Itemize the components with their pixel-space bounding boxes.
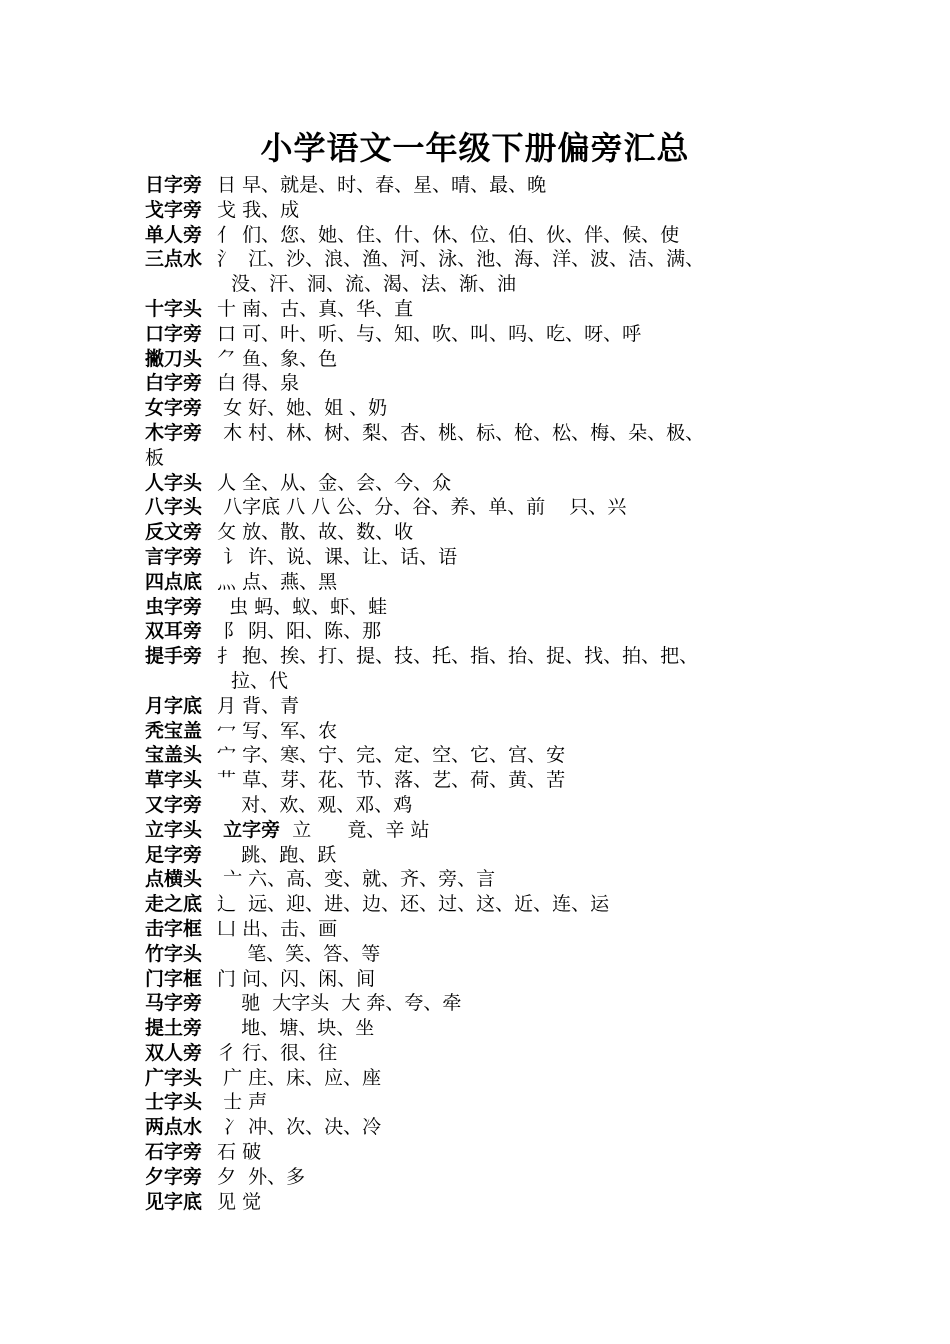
radical-characters: 辶 远、迎、进、边、还、过、这、近、连、运 [211,893,610,916]
radical-name: 八字头 [145,496,203,519]
radical-characters: 冫 冲、次、决、冷 [211,1116,382,1139]
radical-row-continuation: 板 [145,446,165,469]
radical-row [145,173,825,198]
radical-row [145,545,825,570]
radical-name: 竹字头 [145,942,203,965]
radical-row [145,396,825,421]
radical-characters: 十 南、古、真、华、直 [211,297,414,320]
radical-characters: 攵 放、散、故、数、收 [211,521,414,544]
radical-characters: 日 早、就是、时、春、星、晴、最、晚 [211,174,547,196]
radical-characters [211,819,223,841]
radical-row [145,1066,825,1091]
radical-characters: 戈 我、成 [211,198,300,221]
radical-row [145,644,825,669]
radical-name: 女字旁 [145,397,203,420]
radical-name: 两点水 [145,1116,203,1139]
radical-list [145,173,825,1214]
radical-name: 广字头 [145,1066,203,1089]
radical-row [145,1140,825,1165]
radical-row [145,942,825,967]
radical-name: 走之底 [145,893,203,916]
radical-row [145,843,825,868]
radical-row [145,322,825,347]
radical-name-secondary: 立字旁 [223,818,281,841]
page-title: 小学语文一年级下册偏旁汇总 [260,129,690,167]
radical-name: 虫字旁 [145,595,203,618]
radical-name: 又字旁 [145,793,203,816]
radical-characters: 彳 行、很、往 [211,1041,338,1064]
radical-name: 草字头 [145,769,203,792]
radical-characters: 笔、笑、答、等 [211,942,381,965]
radical-name: 提土旁 [145,1017,203,1040]
radical-name: 四点底 [145,570,203,593]
radical-characters: 见 觉 [211,1190,262,1213]
radical-characters: 门 问、闪、闲、间 [211,967,376,990]
radical-row [145,917,825,942]
radical-row [145,1115,825,1140]
radical-name: 石字旁 [145,1141,203,1164]
radical-name: 撇刀头 [145,347,203,370]
radical-name: 十字头 [145,297,203,320]
radical-name: 门字框 [145,967,203,990]
radical-row [145,1165,825,1190]
radical-characters-secondary: 立 竟、辛 站 [280,818,430,841]
radical-name: 足字旁 [145,843,203,866]
radical-name: 双耳旁 [145,620,203,643]
radical-name: 人字头 [145,471,203,494]
radical-row [145,520,825,545]
radical-characters: 亻 们、您、她、住、什、休、位、伯、伙、伴、候、使 [211,223,680,246]
radical-characters: 驰 大字头 大 奔、夸、牵 [211,992,462,1015]
radical-characters: 士 声 [211,1091,268,1114]
radical-row [145,991,825,1016]
radical-row-continuation: 没、汗、洞、流、渴、法、渐、油 [231,273,517,296]
radical-row [145,421,825,446]
radical-characters: 女 好、她、姐 、奶 [211,397,388,420]
radical-characters: 虫 蚂、蚁、虾、蛙 [211,595,388,618]
radical-row [145,570,825,595]
radical-name: 见字底 [145,1190,203,1213]
radical-row [145,1016,825,1041]
radical-name: 宝盖头 [145,744,203,767]
radical-row [145,223,825,248]
radical-name: 月字底 [145,694,203,717]
radical-row [145,1090,825,1115]
radical-name: 反文旁 [145,521,203,544]
radical-name: 戈字旁 [145,198,203,221]
radical-name: 夕字旁 [145,1165,203,1188]
radical-characters: 广 庄、床、应、座 [211,1066,382,1089]
radical-characters: 石 破 [211,1141,262,1164]
radical-characters: ⺈ 鱼、象、色 [211,347,338,370]
radical-row [145,694,825,719]
radical-characters: 八字底 八 八 公、分、谷、养、单、前 只、兴 [211,496,627,519]
radical-row [145,867,825,892]
radical-characters: 对、欢、观、邓、鸡 [211,793,413,816]
radical-characters: 地、塘、块、坐 [211,1017,375,1040]
radical-name: 士字头 [145,1091,203,1114]
radical-row [145,619,825,644]
radical-name: 秃宝盖 [145,719,203,742]
radical-characters: 木 村、林、树、梨、杏、桃、标、枪、松、梅、朵、极、 [211,421,705,444]
radical-characters: 人 全、从、金、会、今、众 [211,471,452,494]
radical-row [145,1041,825,1066]
radical-row [145,743,825,768]
radical-name: 口字旁 [145,322,203,345]
radical-name: 点横头 [145,868,203,891]
radical-characters: 夕 外、多 [211,1165,306,1188]
radical-row [145,719,825,744]
radical-characters: 宀 字、寒、宁、完、定、空、它、宫、安 [211,744,566,767]
radical-name: 日字旁 [145,174,203,196]
radical-name: 三点水 [145,248,203,271]
radical-characters: 凵 出、击、画 [211,917,338,940]
radical-characters: 跳、跑、跃 [211,843,337,866]
radical-row [145,818,825,843]
radical-row [145,471,825,496]
radical-name: 白字旁 [145,372,203,395]
radical-row [145,892,825,917]
radical-name: 立字头 [145,818,203,841]
radical-name: 马字旁 [145,992,203,1015]
radical-row-continuation: 拉、代 [231,669,289,692]
radical-characters: 艹 草、芽、花、节、落、艺、荷、黄、苦 [211,769,566,792]
radical-row [145,347,825,372]
radical-row [145,967,825,992]
radical-row [145,768,825,793]
radical-name: 击字框 [145,917,203,940]
radical-row [145,595,825,620]
radical-row [145,495,825,520]
radical-characters: 口 可、叶、听、与、知、吹、叫、吗、吃、呀、呼 [211,322,642,345]
radical-characters: 白 得、泉 [211,372,300,395]
radical-characters: 灬 点、燕、黑 [211,570,338,593]
radical-row [145,198,825,223]
radical-characters: 讠 许、说、课、让、话、语 [211,545,458,568]
radical-characters: 氵 江、沙、浪、渔、河、泳、池、海、洋、波、洁、满、 [211,248,705,271]
radical-name: 双人旁 [145,1041,203,1064]
radical-characters: 月 背、青 [211,694,300,717]
radical-name: 提手旁 [145,645,203,668]
radical-characters: 扌 抱、挨、打、提、技、托、指、抬、捉、找、拍、把、 [211,645,699,668]
radical-name: 单人旁 [145,223,203,246]
radical-name: 言字旁 [145,545,203,568]
radical-characters: 冖 写、军、农 [211,719,338,742]
radical-row [145,793,825,818]
radical-row [145,1190,825,1215]
radical-row [145,297,825,322]
radical-characters: 亠 六、高、变、就、齐、旁、言 [211,868,496,891]
radical-row [145,371,825,396]
radical-characters: 阝 阴、阳、陈、那 [211,620,382,643]
radical-row [145,247,825,272]
radical-name: 木字旁 [145,421,203,444]
